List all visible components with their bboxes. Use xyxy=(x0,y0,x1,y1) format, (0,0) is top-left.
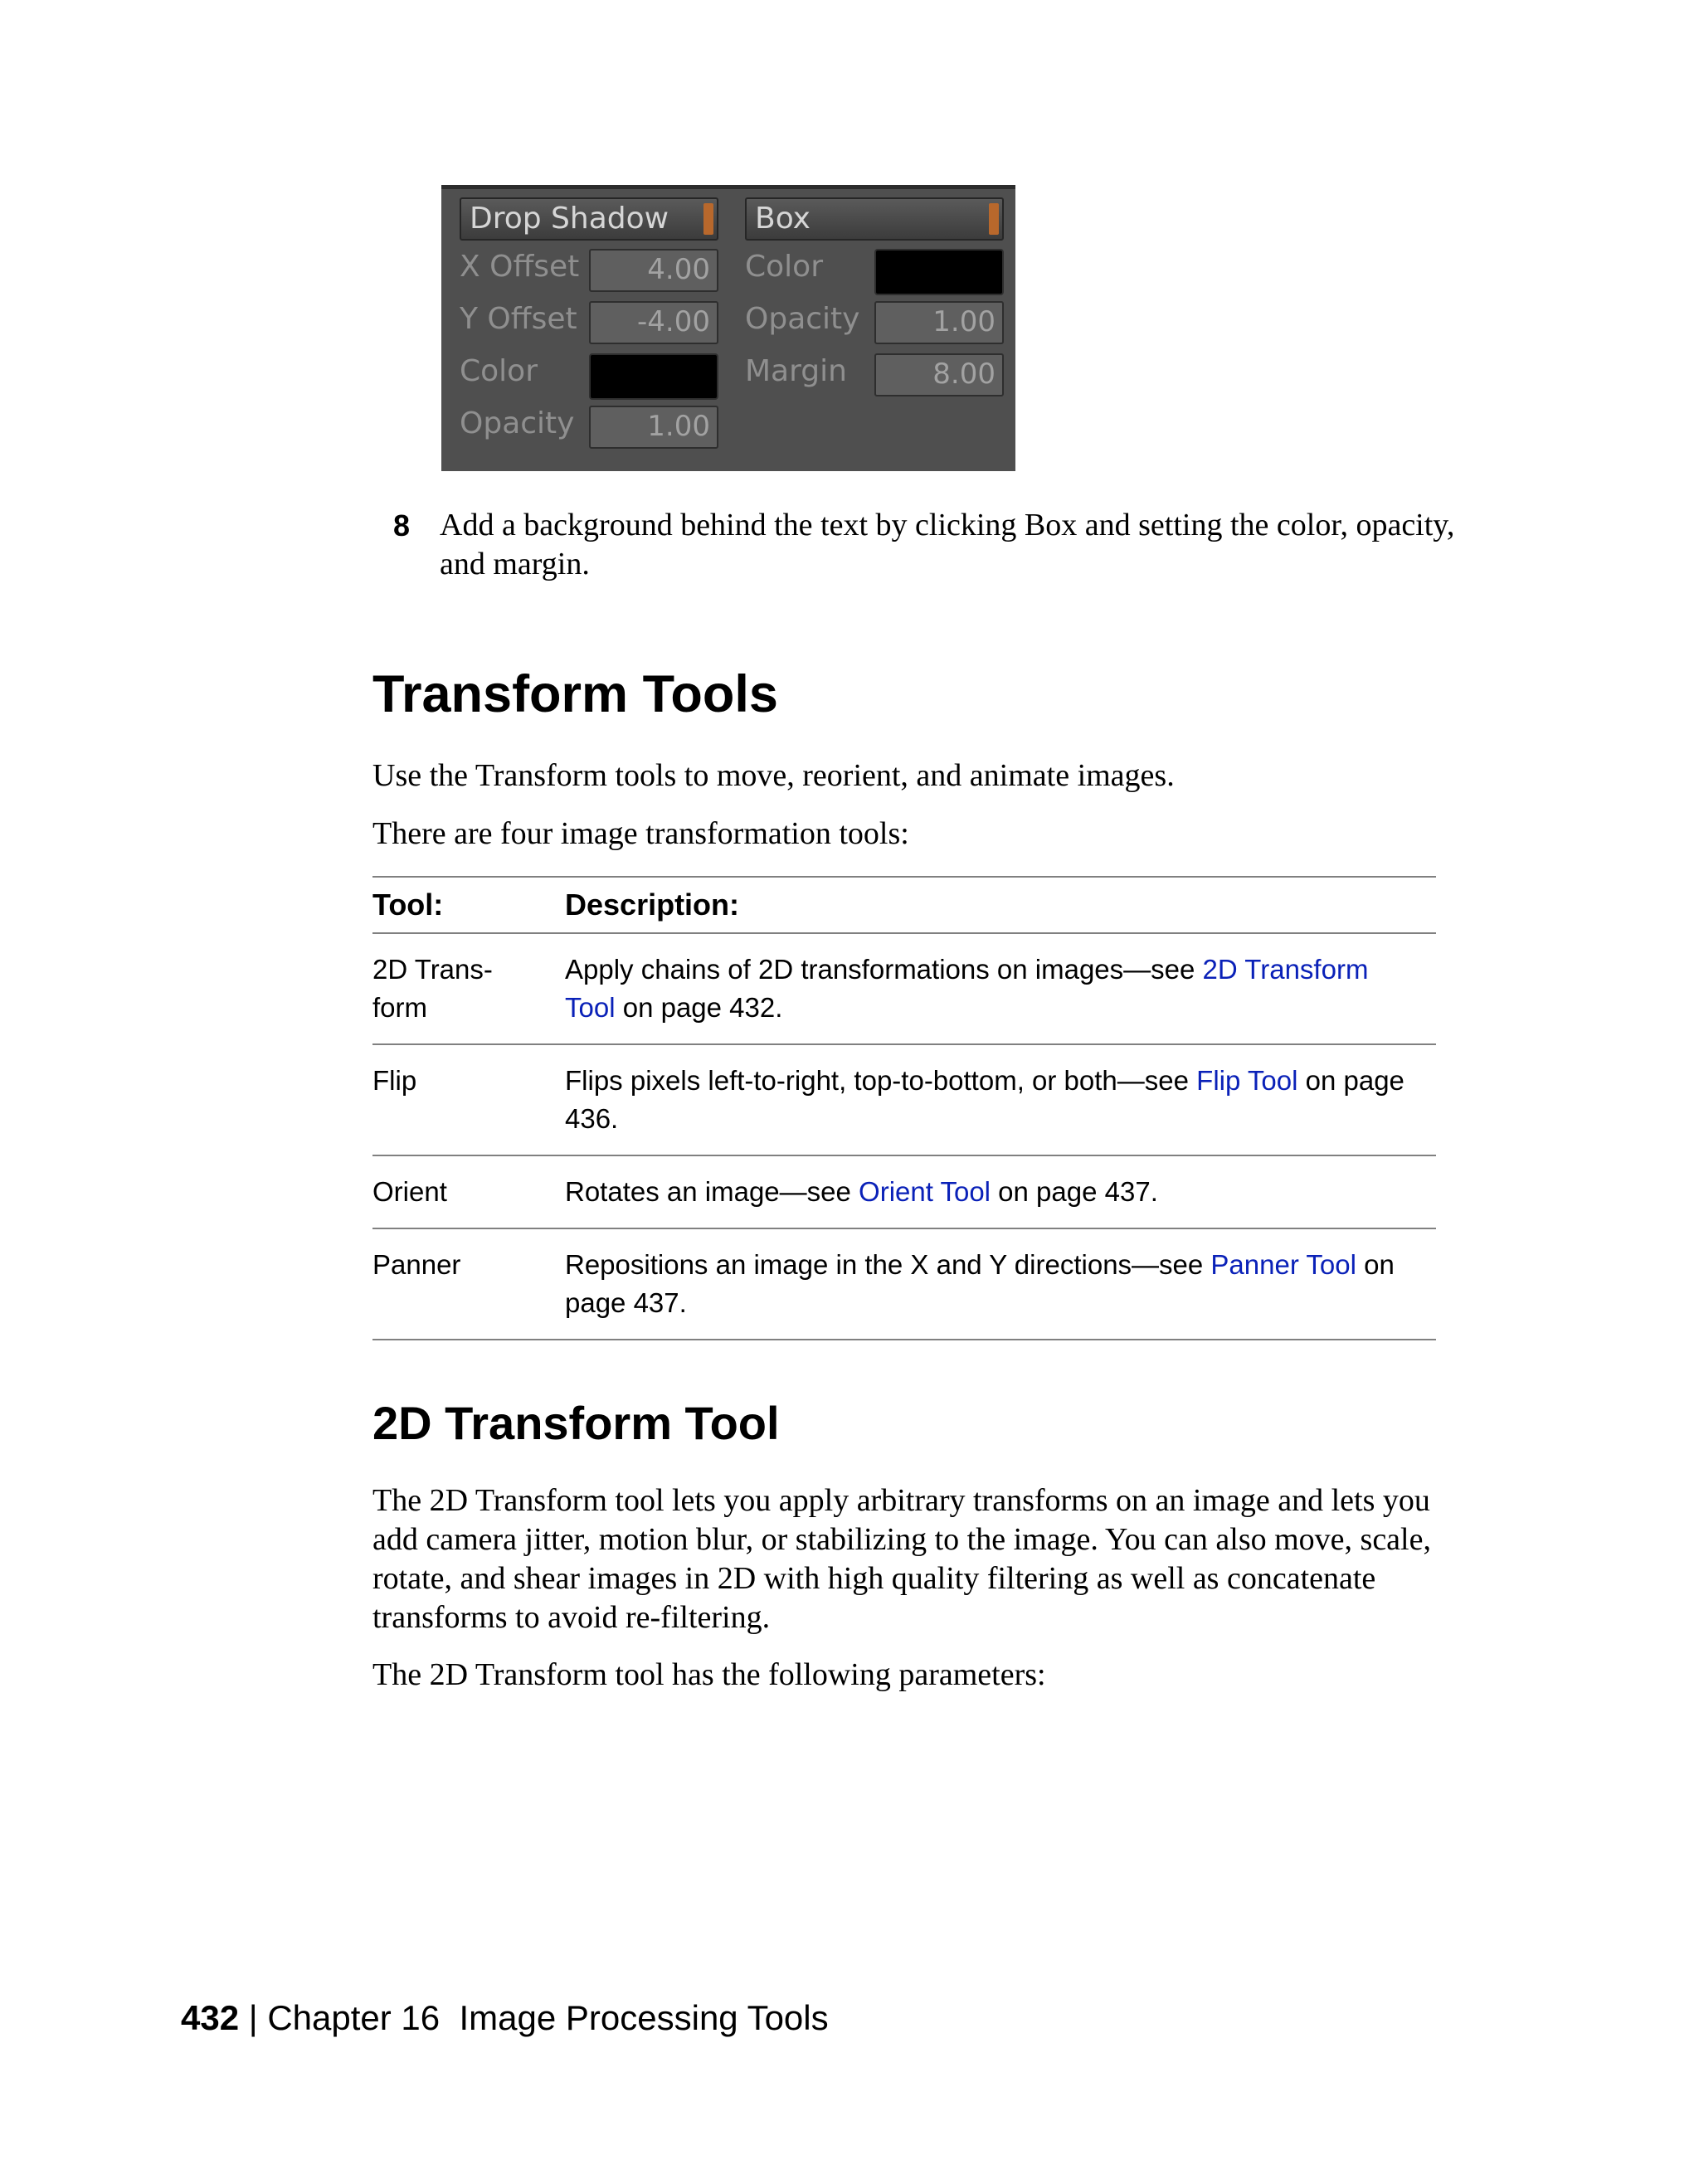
2d-transform-description: The 2D Transform tool lets you apply arbitrary transforms on an image and lets you add camera jitter, motion blur, or stabilizing to the image. You can also move, scale, rotate, and shear images in 2D with high quality filtering as well as concatenate transforms to avoid re-filtering. xyxy=(372,1483,1431,1635)
drop-shadow-button[interactable] xyxy=(460,197,718,241)
tool-description xyxy=(565,1246,1436,1322)
page-footer xyxy=(181,1997,829,2039)
drop-shadow-label: Drop Shadow xyxy=(470,202,669,236)
tool-name: Orient xyxy=(372,1176,447,1207)
intro-paragraph: Use the Transform tools to move, reorient, and animate images. xyxy=(372,758,1175,793)
link-orient-tool[interactable]: Orient Tool xyxy=(859,1176,991,1207)
transform-tools-table xyxy=(372,876,1436,1340)
table-row xyxy=(372,1045,1436,1156)
tool-description xyxy=(565,1062,1436,1138)
y-offset-label: Y Offset xyxy=(460,302,577,336)
box-margin-field[interactable]: 8.00 xyxy=(874,353,1004,396)
table-header-row xyxy=(372,878,1436,934)
shadow-opacity-label: Opacity xyxy=(460,406,575,440)
table-row xyxy=(372,1229,1436,1340)
section-heading-2d-transform-tool: 2D Transform Tool xyxy=(372,1397,780,1449)
x-offset-row xyxy=(460,241,718,293)
box-label: Box xyxy=(755,202,811,236)
shadow-color-swatch[interactable] xyxy=(589,353,718,400)
step-8 xyxy=(393,506,1472,584)
link-panner-tool[interactable]: Panner Tool xyxy=(1210,1249,1356,1280)
link-flip-tool[interactable]: Flip Tool xyxy=(1196,1065,1298,1096)
tools-count-paragraph: There are four image transformation tools: xyxy=(372,816,909,851)
header-description: Description: xyxy=(565,888,740,922)
box-color-row xyxy=(745,241,1004,293)
y-offset-row xyxy=(460,293,718,345)
shadow-color-label: Color xyxy=(460,354,538,388)
x-offset-field[interactable]: 4.00 xyxy=(589,249,718,292)
description-page-ref: on page 437. xyxy=(991,1176,1158,1207)
description-text: Flips pixels left-to-right, top-to-bottom, or both—see xyxy=(565,1065,1197,1096)
box-column xyxy=(745,197,1004,397)
box-opacity-row xyxy=(745,293,1004,345)
drop-shadow-column xyxy=(460,197,718,450)
footer-separator: | xyxy=(248,1998,258,2037)
box-color-label: Color xyxy=(745,250,823,284)
text-effects-panel xyxy=(441,185,1015,471)
description-page-ref: on page 437. xyxy=(565,1249,1395,1318)
tool-description xyxy=(565,951,1436,1027)
description-text: Repositions an image in the X and Y directions—see xyxy=(565,1249,1211,1280)
tool-name: Panner xyxy=(372,1249,461,1280)
header-tool: Tool: xyxy=(372,888,444,922)
2d-transform-parameters-intro: The 2D Transform tool has the following parameters: xyxy=(372,1657,1046,1692)
chapter-label: Chapter 16 xyxy=(267,1998,441,2037)
drop-shadow-toggle-indicator xyxy=(703,203,713,235)
y-offset-field[interactable]: -4.00 xyxy=(589,301,718,344)
tool-name-line2: form xyxy=(372,992,427,1023)
box-button[interactable] xyxy=(745,197,1004,241)
tool-description xyxy=(565,1173,1436,1211)
step-text: Add a background behind the text by clicking Box and setting the color, opacity, and margin. xyxy=(440,508,1455,581)
box-margin-label: Margin xyxy=(745,354,847,388)
shadow-opacity-field[interactable]: 1.00 xyxy=(589,406,718,449)
box-margin-row xyxy=(745,345,1004,397)
description-page-ref: on page 432. xyxy=(615,992,783,1023)
box-opacity-field[interactable]: 1.00 xyxy=(874,301,1004,344)
box-opacity-label: Opacity xyxy=(745,302,860,336)
x-offset-label: X Offset xyxy=(460,250,580,284)
table-row xyxy=(372,934,1436,1045)
tool-name-line1: 2D Trans- xyxy=(372,954,493,985)
tool-name xyxy=(372,951,565,1027)
box-toggle-indicator xyxy=(989,203,999,235)
box-color-swatch[interactable] xyxy=(874,249,1004,295)
description-text: Rotates an image—see xyxy=(565,1176,859,1207)
tool-name: Flip xyxy=(372,1065,417,1096)
chapter-title: Image Processing Tools xyxy=(459,1998,829,2037)
description-text: Apply chains of 2D transformations on images—see xyxy=(565,954,1203,985)
description-page-ref: on page 436. xyxy=(565,1065,1404,1134)
step-number: 8 xyxy=(393,508,411,542)
section-heading-transform-tools: Transform Tools xyxy=(372,665,778,723)
shadow-color-row xyxy=(460,345,718,397)
link-2d-transform-tool[interactable]: 2D Transform Tool xyxy=(565,954,1369,1023)
shadow-opacity-row xyxy=(460,397,718,450)
page-number: 432 xyxy=(181,1998,240,2037)
table-row xyxy=(372,1156,1436,1229)
